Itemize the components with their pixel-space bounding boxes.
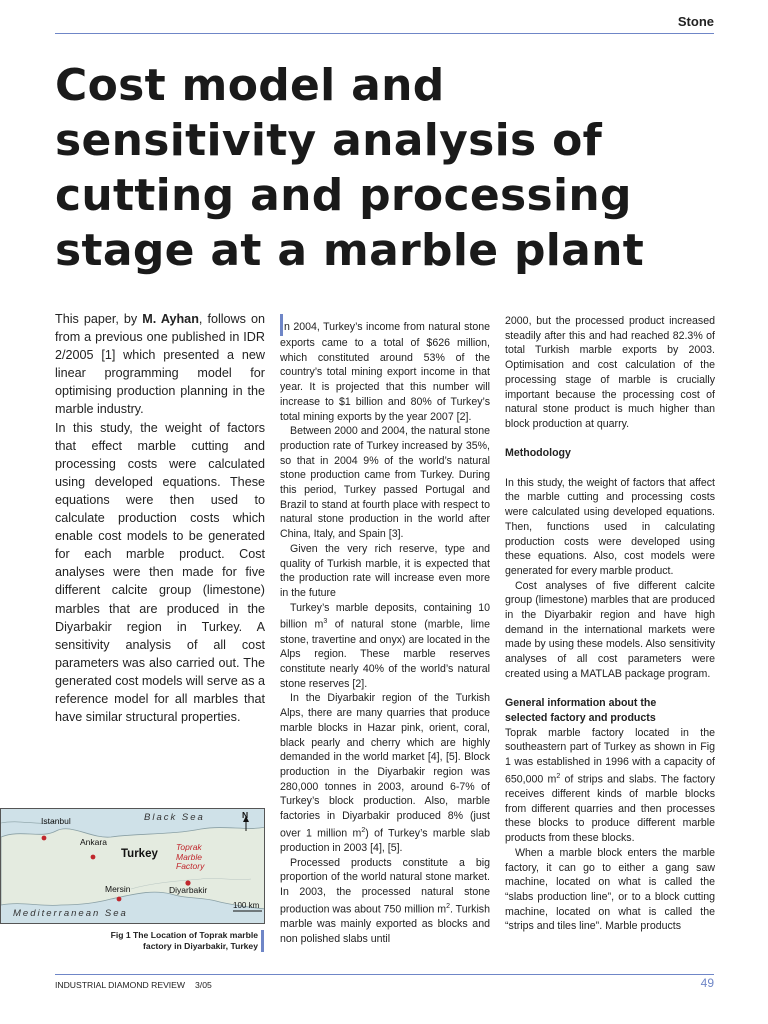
city-label-ankara: Ankara — [80, 837, 107, 847]
body-column-2 — [505, 314, 715, 934]
body-paragraph: Given the very rich reserve, type and quality of Turkish marble, it is expected that the production rate will increase even more in the future — [280, 542, 490, 599]
dropcap-mark — [280, 314, 283, 336]
factory-label: Toprak Marble Factory — [176, 842, 205, 871]
map-graphic — [1, 809, 265, 924]
scale-label: 100 km — [233, 901, 260, 910]
title-line: Cost model and — [55, 60, 445, 111]
title-line: cutting and processing — [55, 170, 632, 221]
abstract-paragraph: This paper, by M. Ayhan, follows on from a previous one published in IDR 2/2005 [1] which presented a new linear programming model for optimising production planning in the marble industry. — [55, 312, 266, 417]
author-name: M. Ayhan — [142, 312, 199, 326]
page-number: 49 — [700, 976, 714, 990]
body-paragraph: When a marble block enters the marble factory, it can go to either a gang saw machine, located on what is called the “slabs production line”, or to a block cutting machine, located on what is called the “strips and tiles line”. Marble products — [505, 846, 715, 933]
city-label-istanbul: Istanbul — [41, 816, 71, 826]
country-label: Turkey — [121, 848, 158, 860]
body-paragraph: Cost analyses of five different calcite group (limestone) marbles that are produced in the Diyarbakir region and have high demand in the international markets were made by using these models. Also sensitivity analyses of all cost parameters were created using a MATLAB package program. — [505, 579, 715, 680]
body-column-1 — [280, 314, 490, 946]
body-paragraph: In the Diyarbakir region of the Turkish Alps, there are many quarries that produce marble blocks in Hazar pink, orient, coral, black pearly and cherry which are highly demanded in the world market [4], [5]. Block production in the Diyarbakir region was 280,000 tonnes in 2003, around 6-7% of Turkey’s block production. Also, marble factories in Diyarbakir produced 8% (just over 1 million $m^2$) of Turkey’s marble slab production in 2003 [4], [5]. — [280, 692, 490, 854]
land-mass — [1, 827, 265, 909]
body-paragraph: Turkey’s marble deposits, containing 10 billion $m^3$ of natural stone (marble, lime stone, travertine and onyx) are located in the Alps region. These marble reserves constitute nearly 40% of the world’s natural stone reserves [2]. — [280, 601, 490, 690]
section-heading-methodology: Methodology — [505, 447, 571, 460]
top-rule — [55, 33, 714, 34]
abstract — [55, 310, 265, 726]
body-paragraph: Between 2000 and 2004, the natural stone production rate of Turkey increased by 35%, so that in 2004 9% of the world’s natural stone production came from Turkey. During this period, Turkey passed Portugal and Brazil to stand at fourth place with respect to natural stone production in the world after China, Italy, and Spain [3]. — [280, 425, 490, 541]
city-dot-ankara — [91, 855, 96, 860]
mediterranean-sea-label: Mediterranean Sea — [13, 908, 128, 919]
city-dot-mersin — [117, 897, 122, 902]
body-paragraph: 2000, but the processed product increased steadily after this and had reached 82.3% of total Turkish marble exports by 2003. Optimisation and cost calculation of the processing stage of marble is crucially important because the processing cost of natural stone product is much higher than block production at quarry. — [505, 315, 715, 430]
section-heading-general-info: General information about the selected factory and products — [505, 697, 657, 724]
turkey-location-map — [0, 808, 265, 924]
north-arrow-label: N — [242, 810, 249, 820]
title-line: sensitivity analysis of — [55, 115, 603, 166]
title-line: stage at a marble plant — [55, 225, 645, 276]
figure-caption: Fig 1 The Location of Toprak marble factory in Diyarbakir, Turkey — [110, 930, 258, 951]
abstract-paragraph: In this study, the weight of factors that effect marble cutting and processing costs were calculated using developed equations. These equations were then used to calculate production costs which enable cost models to be generated for each marble product. Cost analyses were then made for five different calcite group (limestone) marbles that are produced in the Diyarbakir region in Turkey. A sensitivity analysis of all cost parameters was also carried out. The generated cost models will serve as a reference model for all marbles that have similar structural properties. — [55, 420, 265, 725]
city-label-diyarbakir: Diyarbakir — [169, 885, 208, 895]
body-paragraph: Processed products constitute a big proportion of the world natural stone market. In 2003, the processed natural stone production was about 750 million $m^2$. Turkish marble was mainly exported as blocks and non polished slabs until — [280, 856, 491, 945]
black-sea-label: Black Sea — [144, 812, 205, 823]
body-paragraph: Toprak marble factory located in the southeastern part of Turkey as shown in Fig 1 was established in 1996 with a capacity of 650,000 $m^2$ of strips and slabs. The factory receives different kinds of marble blocks from different quarries and then processes these blocks to produce different marble products from these blocks. — [505, 726, 716, 845]
body-paragraph: In this study, the weight of factors that affect the marble cutting and processing costs were calculated using developed equations. Then, functions used in calculating production costs were developed using these equations. Also, cost models were generated for every marble product. — [505, 476, 715, 577]
caption-bar — [261, 930, 264, 952]
article-title — [55, 58, 715, 278]
footer-journal: INDUSTRIAL DIAMOND REVIEW 3/05 — [55, 980, 212, 990]
bottom-rule — [55, 974, 714, 975]
body-paragraph: n 2004, Turkey’s income from natural stone exports came to a total of $626 million, which constituted around 53% of the country’s total mining export income in that year. It is projected that this number will increase to $1 billion and 80% of Turkey’s total mining exports by the year 2007 [2]. — [280, 314, 490, 424]
section-label: Stone — [677, 14, 714, 29]
city-dot-istanbul — [42, 836, 47, 841]
city-label-mersin: Mersin — [105, 884, 131, 894]
